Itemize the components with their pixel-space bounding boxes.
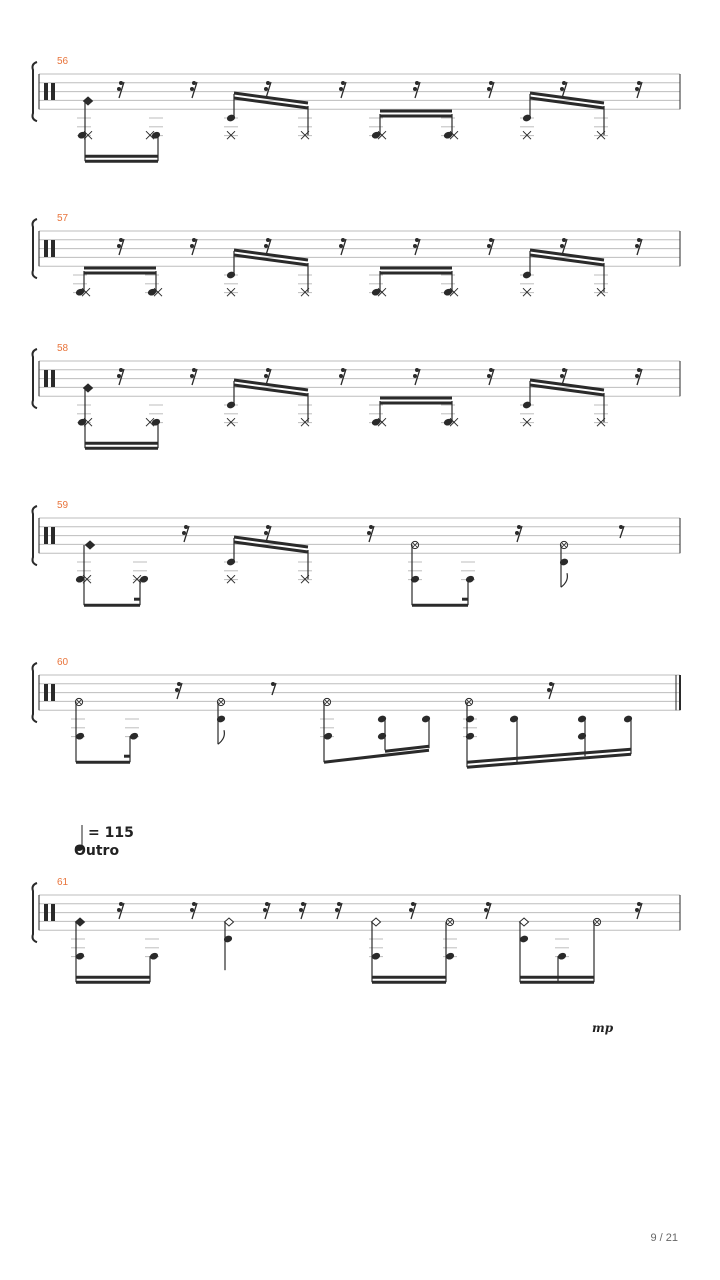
note-head [465,575,475,584]
rest-flag [119,81,123,85]
measure-number: 60 [57,657,69,668]
system-59 [33,500,681,605]
rest-flag [192,238,196,242]
dynamic-marking: mp [592,1021,614,1035]
rest-flag [487,244,491,248]
rest-flag [635,87,639,91]
percussion-clef-bar [51,370,55,387]
rest-flag [266,525,270,529]
rest-flag [264,531,268,535]
percussion-clef-bar [51,684,55,701]
rest-flag [271,682,275,686]
circled-x-note-head [595,920,600,925]
rest-flag [339,244,343,248]
percussion-clef-bar [44,527,48,544]
rest-flag [175,688,179,692]
measure-number: 58 [57,343,69,354]
measure-number: 56 [57,56,69,67]
measure-number: 59 [57,500,69,511]
rest-flag [264,244,268,248]
rest-flag [117,244,121,248]
percussion-clef-bar [44,904,48,921]
measure-number: 61 [57,877,69,888]
percussion-clef-bar [51,904,55,921]
rest-flag [413,244,417,248]
rest-flag [117,908,121,912]
rest-flag [369,525,373,529]
note-flag [561,573,567,587]
diamond-note-head [76,918,85,926]
note-flag [218,730,224,744]
rest-flag [413,374,417,378]
circled-x-note-head [448,920,453,925]
rest-flag [119,902,123,906]
rest-flag [489,81,493,85]
rest-flag [562,81,566,85]
system-bracket [33,883,38,942]
diamond-note-head [520,918,529,926]
rest-flag [339,374,343,378]
rest-flag [560,374,564,378]
rest-flag [335,908,339,912]
rest-flag [192,368,196,372]
rest-flag [184,525,188,529]
percussion-clef-bar [44,370,48,387]
rest-flag [635,374,639,378]
percussion-clef-bar [44,684,48,701]
rest-flag [190,244,194,248]
rest-flag [117,87,121,91]
rest-flag [415,238,419,242]
rest-flag [549,682,553,686]
diamond-note-head [86,541,95,549]
measure-number: 57 [57,213,69,224]
rest-flag [119,238,123,242]
system-57 [33,213,681,297]
percussion-clef-bar [44,240,48,257]
circled-x-note-head [219,700,224,705]
rest-flag [119,368,123,372]
rest-flag [637,238,641,242]
system-bracket [33,349,38,408]
percussion-clef-bar [51,527,55,544]
rest-flag [367,531,371,535]
system-bracket [33,219,38,278]
circled-x-note-head [413,543,418,548]
system-58 [33,343,681,448]
systems-layer [33,56,681,982]
rest-flag [560,87,564,91]
rest-flag [560,244,564,248]
rest-flag [487,87,491,91]
rest-flag [547,688,551,692]
circled-x-note-head [562,543,567,548]
rest-flag [177,682,181,686]
rest-flag [190,374,194,378]
rest-flag [341,81,345,85]
percussion-clef-bar [51,83,55,100]
rest-flag [515,531,519,535]
rest-flag [299,908,303,912]
rest-flag [341,368,345,372]
rest-flag [489,238,493,242]
rest-flag [415,81,419,85]
rest-flag [517,525,521,529]
rest-flag [637,368,641,372]
rest-flag [562,368,566,372]
system-61 [33,877,681,982]
percussion-clef-bar [44,83,48,100]
system-bracket [33,663,38,722]
rest-flag [182,531,186,535]
system-56 [33,56,681,161]
circled-x-note-head [325,700,330,705]
diamond-note-head [372,918,381,926]
rest-flag [489,368,493,372]
circled-x-note-head [77,700,82,705]
tempo-value: = 115 [88,825,134,841]
rest-flag [117,374,121,378]
rest-flag [266,368,270,372]
rest-flag [635,908,639,912]
system-bracket [33,62,38,121]
rest-flag [635,244,639,248]
section-label: Outro [74,843,120,859]
rest-flag [413,87,417,91]
rest-flag [411,902,415,906]
rest-flag [619,525,623,529]
rest-flag [341,238,345,242]
rest-flag [263,908,267,912]
rest-flag [301,902,305,906]
beam [324,750,429,762]
system-bracket [33,506,38,565]
rest-flag [409,908,413,912]
rest-flag [484,908,488,912]
rest-flag [266,238,270,242]
rest-flag [415,368,419,372]
rest-flag [192,81,196,85]
rest-flag [562,238,566,242]
rest-flag [486,902,490,906]
rest-flag [487,374,491,378]
rest-flag [339,87,343,91]
page-number: 9 / 21 [650,1232,678,1244]
percussion-clef-bar [51,240,55,257]
rest-flag [264,374,268,378]
diamond-note-head [225,918,234,926]
rest-flag [337,902,341,906]
rest-flag [266,81,270,85]
rest-flag [265,902,269,906]
rest-flag [192,902,196,906]
rest-flag [190,908,194,912]
rest-flag [637,902,641,906]
rest-flag [190,87,194,91]
rest-flag [637,81,641,85]
rest-flag [264,87,268,91]
system-60 [33,657,681,767]
